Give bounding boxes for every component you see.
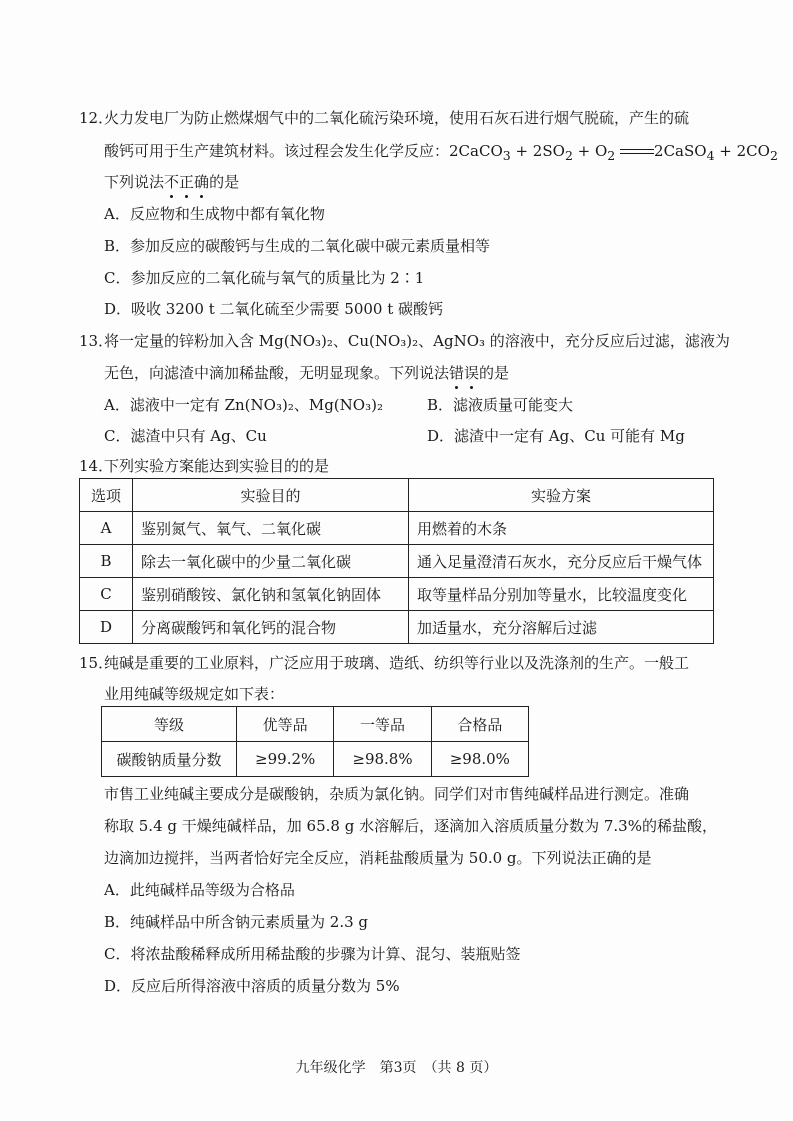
- q12-sub2: 2: [564, 148, 573, 163]
- q12-line3-text-b: 的是: [209, 173, 240, 191]
- q15-option-a: A．此纯碱样品等级为合格品: [104, 881, 295, 899]
- q14-number: 14．: [79, 457, 114, 475]
- table-row: [102, 742, 529, 777]
- q12-sub1: 3: [502, 148, 511, 163]
- emphasis-char: 错: [449, 364, 465, 382]
- q12-stem-line3: [104, 172, 239, 192]
- q12-line2-text-b: + 2SO: [510, 142, 565, 160]
- table-cell: C: [80, 578, 133, 611]
- q14-stem: 下列实验方案能达到实验目的的是: [104, 457, 330, 475]
- q15-stem-line2: 业用纯碱等级规定如下表：: [104, 685, 285, 703]
- q15-option-c: C．将浓盐酸稀释成所用稀盐酸的步骤为计算、混匀、装瓶贴签: [104, 945, 521, 963]
- table-header-cell: 优等品: [237, 707, 334, 742]
- q15-stem-line1: 纯碱是重要的工业原料，广泛应用于玻璃、造纸、纺织等行业以及洗涤剂的生产。一般工: [104, 654, 690, 672]
- q15-option-b: B．纯碱样品中所含钠元素质量为 2.3 g: [104, 913, 369, 931]
- table-cell: 鉴别硝酸铵、氯化钠和氢氧化钠固体: [133, 578, 409, 611]
- table-row: [80, 545, 714, 578]
- q13-stem-line2: [104, 363, 509, 383]
- q12-option-b: B．参加反应的碳酸钙与生成的二氧化碳中碳元素质量相等: [104, 237, 491, 255]
- page-footer: 九年级化学 第3页 （共 8 页）: [295, 1060, 498, 1076]
- table-header-cell: 实验方案: [409, 479, 714, 512]
- emphasis-char: 确: [194, 173, 210, 191]
- q12-line2-text-c: + O: [572, 142, 608, 160]
- q13-option-d: D．滤渣中一定有 Ag、Cu 可能有 Mg: [427, 427, 685, 445]
- table-header-row: [80, 479, 714, 512]
- table-cell: 分离碳酸钙和氧化钙的混合物: [133, 611, 409, 644]
- q12-line3-text: 下列说法: [104, 173, 165, 191]
- table-cell: ≥98.8%: [334, 742, 431, 777]
- table-row: [80, 578, 714, 611]
- q12-sub3: 2: [607, 148, 616, 163]
- table-cell: ≥98.0%: [431, 742, 528, 777]
- table-cell: 取等量样品分别加等量水，比较温度变化: [409, 578, 714, 611]
- table-cell: 鉴别氮气、氧气、二氧化碳: [133, 512, 409, 545]
- table-cell: A: [80, 512, 133, 545]
- q15-para-line1: 市售工业纯碱主要成分是碳酸钠，杂质为氯化钠。同学们对市售纯碱样品进行测定。准确: [104, 785, 690, 803]
- q13-line2-text: 无色，向滤渣中滴加稀盐酸，无明显现象。下列说法: [104, 364, 450, 382]
- table-row: [80, 611, 714, 644]
- q13-stem-line1: 将一定量的锌粉加入含 Mg(NO₃)₂、Cu(NO₃)₂、AgNO₃ 的溶液中，充分反应后过滤，滤液为: [104, 332, 730, 350]
- q12-stem-line2: [104, 141, 778, 166]
- q12-option-c: C．参加反应的二氧化硫与氧气的质量比为 2∶1: [104, 269, 425, 287]
- table-cell: 除去一氧化碳中的少量二氧化碳: [133, 545, 409, 578]
- table-cell: 加适量水，充分溶解后过滤: [409, 611, 714, 644]
- table-header-cell: 实验目的: [133, 479, 409, 512]
- q15-option-d: D．反应后所得溶液中溶质的质量分数为 5%: [104, 977, 400, 995]
- table-header-cell: 合格品: [431, 707, 528, 742]
- q13-option-b: B．滤液质量可能变大: [427, 396, 574, 414]
- q13-option-a: A．滤液中一定有 Zn(NO₃)₂、Mg(NO₃)₂: [104, 396, 383, 414]
- q12-line2-text-e: + 2CO: [714, 142, 770, 160]
- table-row: [102, 707, 529, 742]
- table-cell: 通入足量澄清石灰水，充分反应后干燥气体: [409, 545, 714, 578]
- q12-line2-text-d: 2CaSO: [654, 142, 707, 160]
- q12-line2-text: 酸钙可用于生产建筑材料。该过程会发生化学反应：2CaCO: [104, 142, 503, 160]
- q12-sub5: 2: [769, 148, 778, 163]
- q12-number: 12．: [79, 109, 114, 127]
- table-header-cell: 选项: [80, 479, 133, 512]
- q12-option-a: A．反应物和生成物中都有氧化物: [104, 205, 325, 223]
- table-cell: ≥99.2%: [237, 742, 334, 777]
- table-header-cell: 一等品: [334, 707, 431, 742]
- table-cell: D: [80, 611, 133, 644]
- q14-table: [79, 478, 714, 644]
- table-header-cell: 等级: [102, 707, 237, 742]
- q12-stem-line1: 火力发电厂为防止燃煤烟气中的二氧化硫污染环境，使用石灰石进行烟气脱硫，产生的硫: [104, 109, 690, 127]
- table-cell: 碳酸钠质量分数: [102, 742, 237, 777]
- reaction-equals-sign: [620, 147, 654, 157]
- q13-line2-text-b: 的是: [479, 364, 510, 382]
- q13-number: 13．: [79, 332, 114, 350]
- emphasis-char: 不: [164, 173, 180, 191]
- emphasis-char: 正: [179, 173, 195, 191]
- emphasis-char: 误: [464, 364, 480, 382]
- q15-number: 15．: [79, 654, 114, 672]
- grade-table: [101, 706, 529, 777]
- q15-para-line3: 边滴加边搅拌，当两者恰好完全反应，消耗盐酸质量为 50.0 g。下列说法正确的是: [104, 849, 652, 867]
- q13-option-c: C．滤渣中只有 Ag、Cu: [104, 427, 267, 445]
- table-row: [80, 512, 714, 545]
- table-cell: 用燃着的木条: [409, 512, 714, 545]
- q12-option-d: D．吸收 3200 t 二氧化硫至少需要 5000 t 碳酸钙: [104, 300, 444, 318]
- table-cell: B: [80, 545, 133, 578]
- q15-para-line2: 称取 5.4 g 干燥纯碱样品，加 65.8 g 水溶解后，逐滴加入溶质质量分数为 7.3%的稀盐酸，: [104, 817, 717, 835]
- q12-sub4: 4: [706, 148, 715, 163]
